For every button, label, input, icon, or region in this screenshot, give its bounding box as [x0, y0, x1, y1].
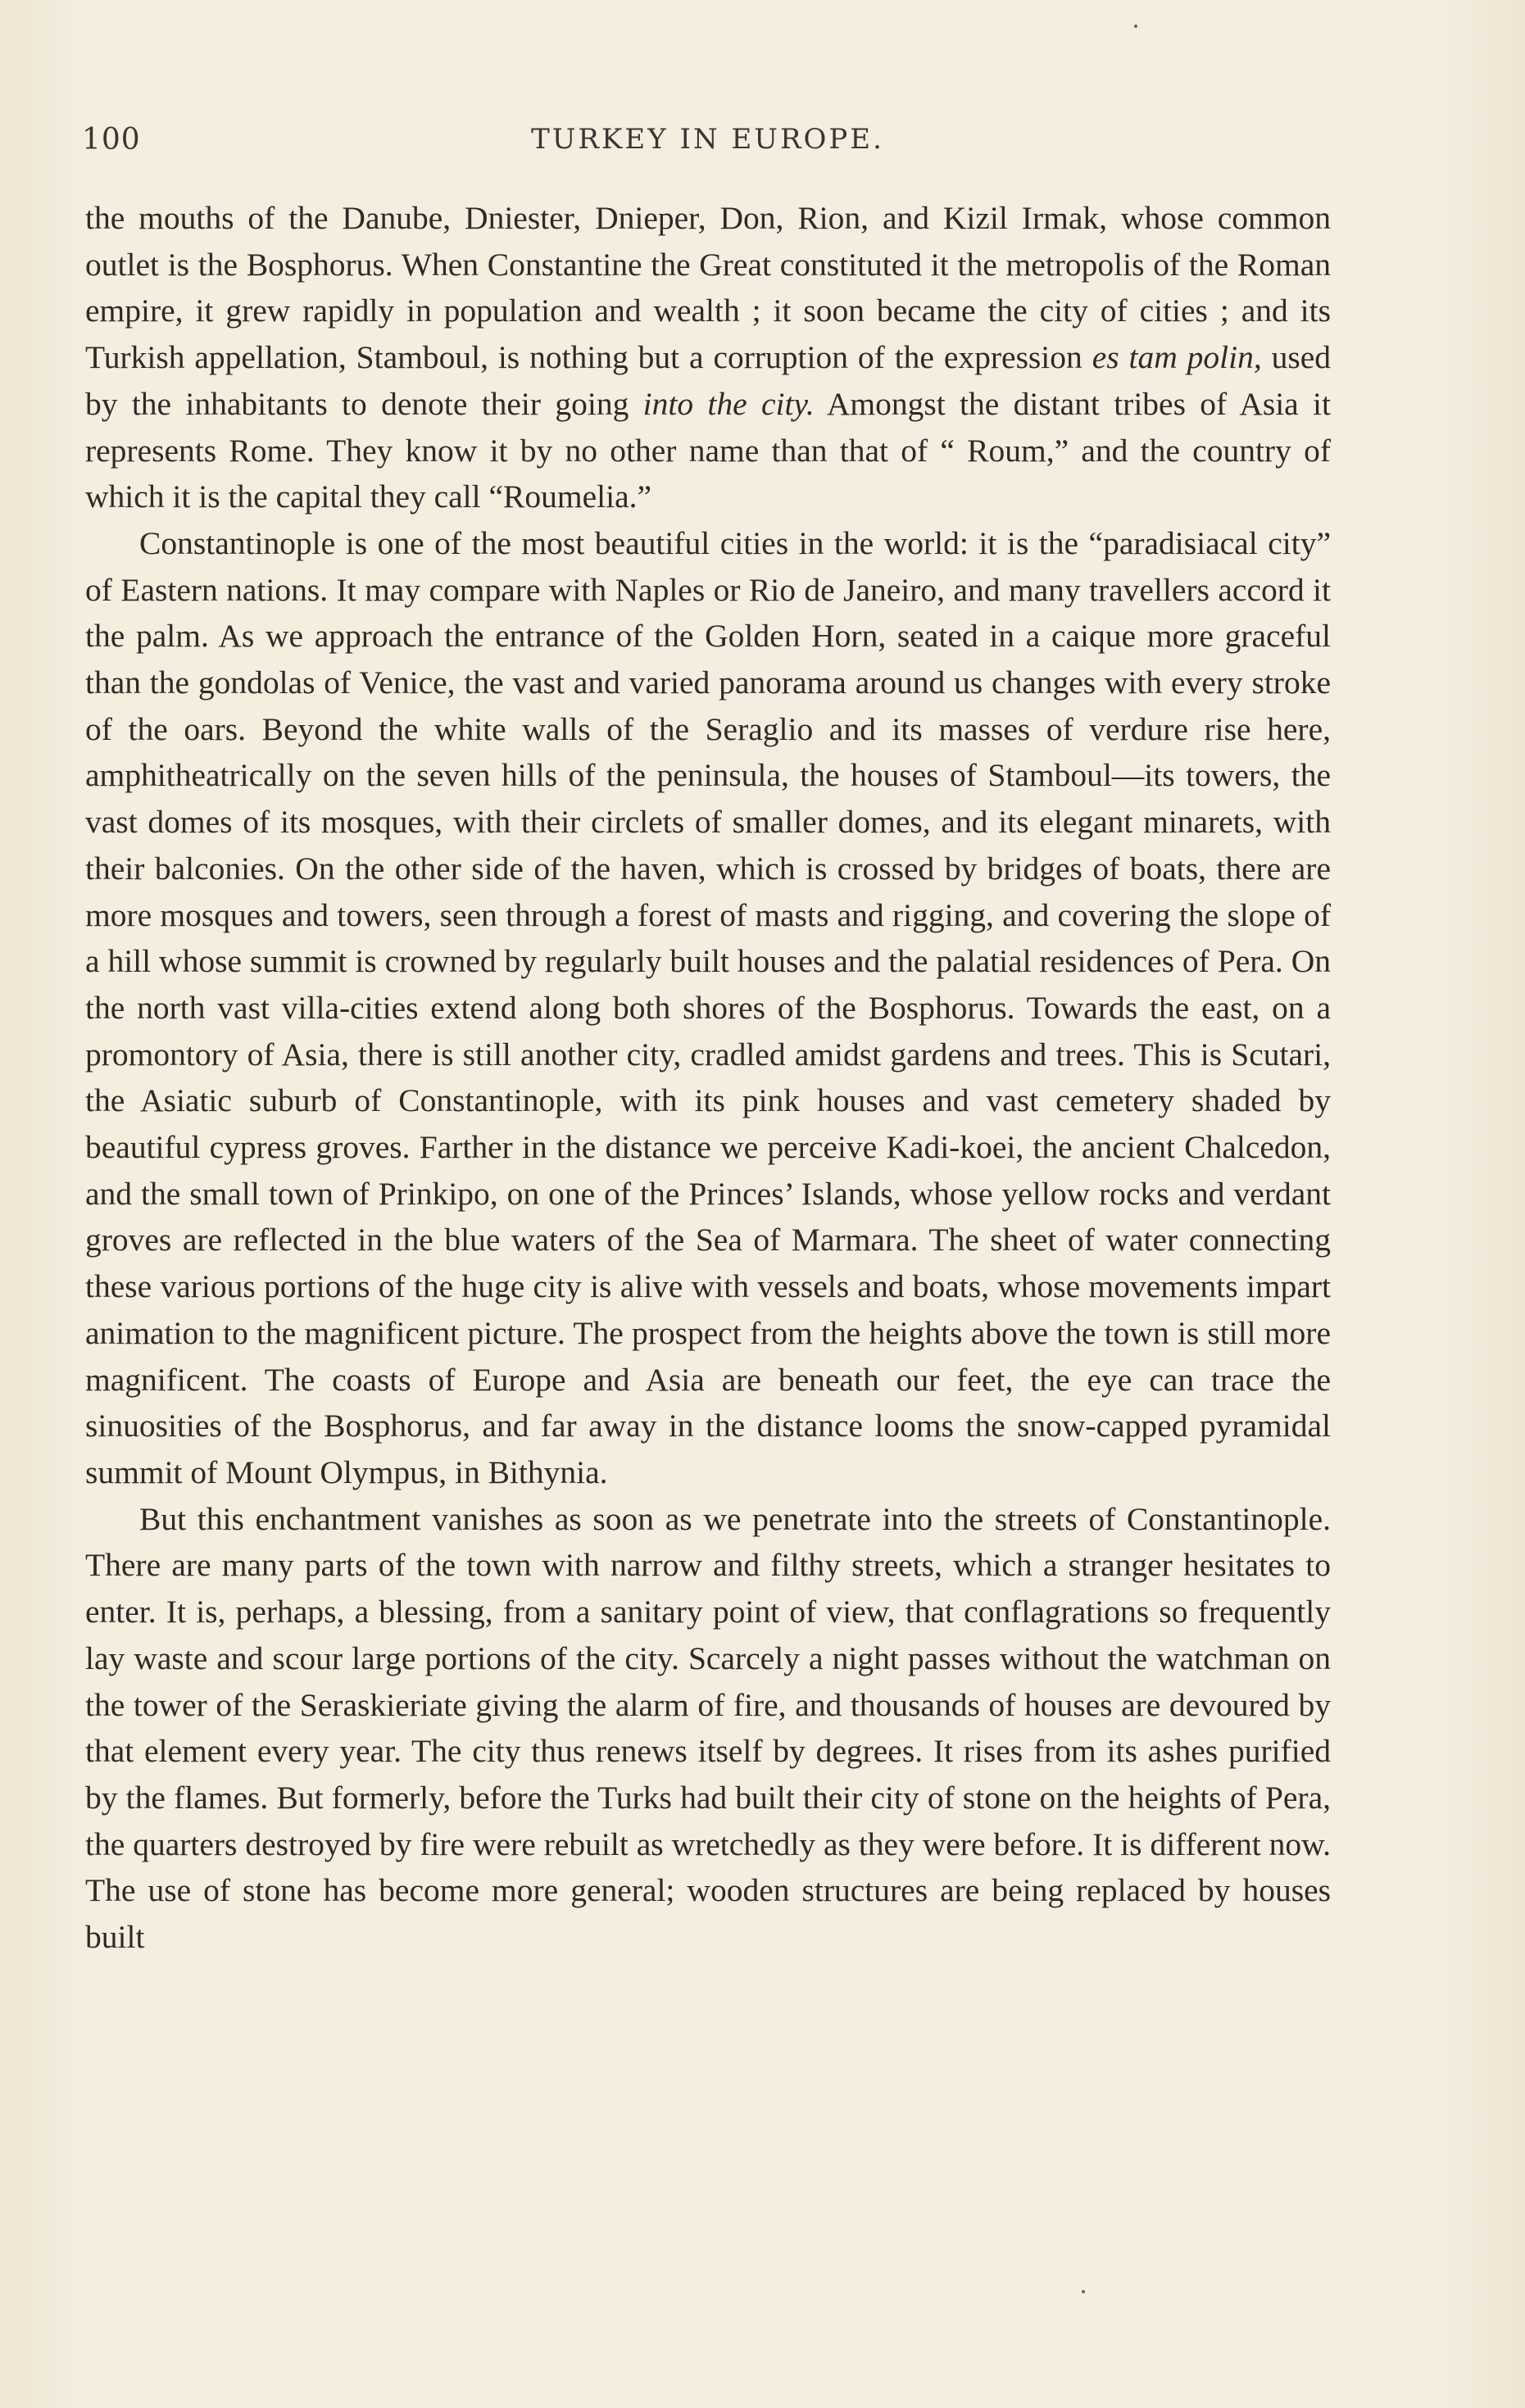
paragraph-2 — [85, 520, 1331, 1496]
text-span: the mouths of the Danube, Dniester, Dnieper, Don, Rion, and Kizil Irmak, whose common outlet is the Bosphorus. When Constantine the Great constituted it the metropolis of the Roman empire, it grew rapidly in population and wealth ; it soon became the city of cities ; and its Turkish appellation, Stamboul, is nothing but a corruption of the expression — [85, 200, 1331, 376]
page-header — [82, 123, 1333, 172]
text-span: But this enchantment vanishes as soon as we penetrate into the streets of Constantinople. There are many parts of the town with narrow and filthy streets, which a stranger hesitates to enter. It is, perhaps, a blessing, from a sanitary point of view, that conflagrations so frequently lay waste and scour large portions of the city. Scarcely a night passes without the watchman on the tower of the Seraskieriate giving the alarm of fire, and thousands of houses are devoured by that element every year. The city thus renews itself by degrees. It rises from its ashes purified by the flames. But formerly, before the Turks had built their city of stone on the heights of Pera, the quarters destroyed by fire were rebuilt as wretchedly as they were before. It is different now. The use of stone has become more general; wooden structures are being replaced by houses built — [85, 1500, 1331, 1956]
text-span: used by the inhabitants to denote their going — [85, 339, 1332, 422]
body-text — [85, 195, 1331, 1961]
italic-phrase: into the city. — [642, 385, 815, 422]
paragraph-3 — [85, 1496, 1331, 1961]
paper-speck — [1134, 25, 1137, 28]
paper-speck — [1082, 2290, 1085, 2293]
text-span: Amongst the distant tribes of Asia it represents Rome. They know it by no other name than that of “ Roum,” and the country of which it is the capital they call “Roumelia.” — [85, 385, 1331, 515]
paragraph-1 — [85, 195, 1331, 520]
italic-phrase: es tam polin, — [1092, 339, 1262, 376]
page-number: 100 — [82, 123, 141, 156]
text-span: Constantinople is one of the most beautiful cities in the world: it is the “paradisiacal city” of Eastern nations. It may compare with Naples or Rio de Janeiro, and many travellers accord it the palm. As we approach the entrance of the Golden Horn, seated in a caique more graceful than the gondolas of Venice, the vast and varied panorama around us changes with every stroke of the oars. Beyond the white walls of the Seraglio and its masses of verdure rise here, amphitheatrically on the seven hills of the peninsula, the houses of Stamboul—its towers, the vast domes of its mosques, with their circlets of smaller domes, and its elegant minarets, with their balconies. On the other side of the haven, which is crossed by bridges of boats, there are more mosques and towers, seen through a forest of masts and rigging, and covering the slope of a hill whose summit is crowned by regularly built houses and the palatial residences of Pera. On the north vast villa-cities extend along both shores of the Bosphorus. Towards the east, on a promontory of Asia, there is still another city, cradled amidst gardens and trees. This is Scutari, the Asiatic suburb of Constantinople, with its pink houses and vast cemetery shaded by beautiful cypress groves. Farther in the distance we perceive Kadi-koei, the ancient Chalcedon, and the small town of Prinkipo, on one of the Princes’ Islands, whose yellow rocks and verdant groves are reflected in the blue waters of the Sea of Marmara. The sheet of water connecting these various portions of the huge city is alive with vessels and boats, whose movements impart animation to the magnificent picture. The prospect from the heights above the town is still more magnificent. The coasts of Europe and Asia are beneath our feet, the eye can trace the sinuosities of the Bosphorus, and far away in the distance looms the snow-capped pyramidal summit of Mount Olympus, in Bithynia. — [85, 524, 1331, 1490]
running-head: TURKEY IN EUROPE. — [531, 123, 884, 156]
